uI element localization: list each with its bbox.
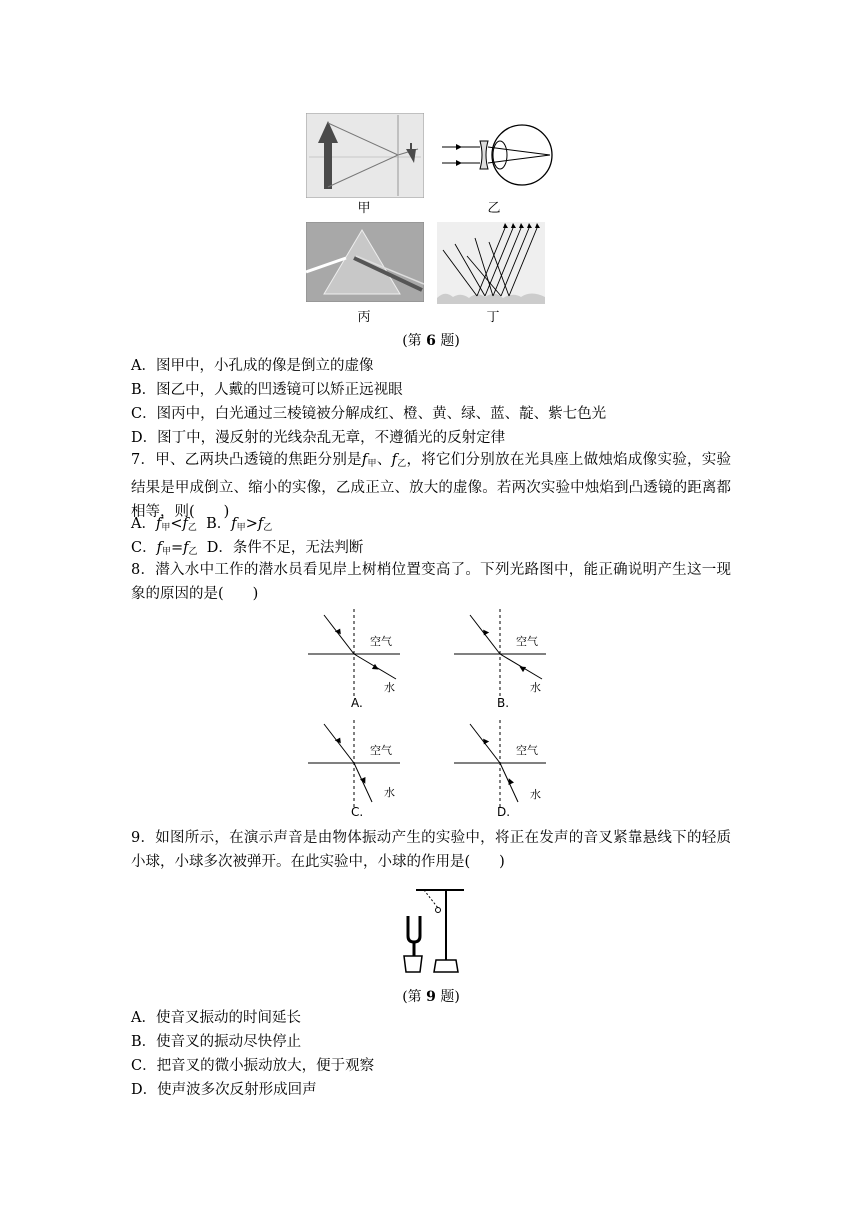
prism-dispersion-figure [306, 222, 424, 302]
diagram-label-b: B. [497, 696, 510, 710]
q6-option-a: A．图甲中，小孔成的像是倒立的虚像 [131, 358, 374, 374]
q7-options-ab: A．$f_甲<f_乙$ B．$f_甲>f_乙$ [131, 516, 273, 533]
myopia-correction-figure [440, 113, 558, 198]
q6-option-c: C．图丙中，白光通过三棱镜被分解成红、橙、黄、绿、蓝、靛、紫七色光 [131, 406, 607, 422]
q9-option-b: B．使音叉的振动尽快停止 [131, 1034, 302, 1050]
refraction-diagram-a [304, 607, 404, 711]
figure-caption-q6: (第 6 题) [402, 333, 460, 349]
q6-option-d: D．图丁中，漫反射的光线杂乱无章，不遵循光的反射定律 [131, 430, 506, 446]
q9-stem: 9．如图所示，在演示声音是由物体振动产生的实验中，将正在发声的音叉紧靠悬线下的轻质小球，小球多次被弹开。在此实验中，小球的作用是( ) [131, 830, 731, 870]
refraction-diagram-b [450, 607, 550, 711]
figure-caption-q9: (第 9 题) [402, 989, 460, 1005]
q9-option-c: C．把音叉的微小振动放大，便于观察 [131, 1058, 375, 1074]
air-label-d: 空气 [516, 744, 538, 757]
water-label-d: 水 [530, 788, 541, 801]
water-label-a: 水 [384, 681, 395, 694]
q7-options-cd: C．$f_甲=f_乙$ D．条件不足，无法判断 [131, 540, 364, 557]
q7-stem: 7．甲、乙两块凸透镜的焦距分别是$f_甲$、$f_乙$，将它们分别放在光具座上做烛焰成像实验，实验结果是甲成倒立、缩小的实像，乙成正立、放大的虚像。若两次实验中烛焰到凸透镜的距离都相等，则( ) [131, 452, 731, 520]
figure-label-jia: 甲 [357, 201, 371, 216]
q8-stem: 8．潜入水中工作的潜水员看见岸上树梢位置变高了。下列光路图中，能正确说明产生这一现象的原因的是( ) [131, 562, 731, 602]
q6-option-b: B．图乙中，人戴的凹透镜可以矫正远视眼 [131, 382, 403, 398]
water-label-c: 水 [384, 786, 395, 799]
figure-label-bing: 丙 [357, 310, 371, 325]
diffuse-reflection-figure [437, 222, 545, 304]
figure-label-ding: 丁 [486, 310, 500, 325]
refraction-diagram-c [304, 718, 404, 822]
figure-label-yi: 乙 [487, 201, 501, 216]
air-label-a: 空气 [370, 635, 392, 648]
diagram-label-a: A. [351, 696, 363, 710]
water-label-b: 水 [530, 681, 541, 694]
refraction-diagram-d [450, 718, 550, 822]
diagram-label-d: D. [497, 805, 511, 819]
air-label-c: 空气 [370, 744, 392, 757]
q9-option-d: D．使声波多次反射形成回声 [131, 1082, 317, 1098]
air-label-b: 空气 [516, 635, 538, 648]
pinhole-camera-figure [306, 113, 424, 198]
q9-option-a: A．使音叉振动的时间延长 [131, 1010, 301, 1026]
diagram-label-c: C. [351, 805, 364, 819]
tuning-fork-figure [398, 876, 468, 976]
